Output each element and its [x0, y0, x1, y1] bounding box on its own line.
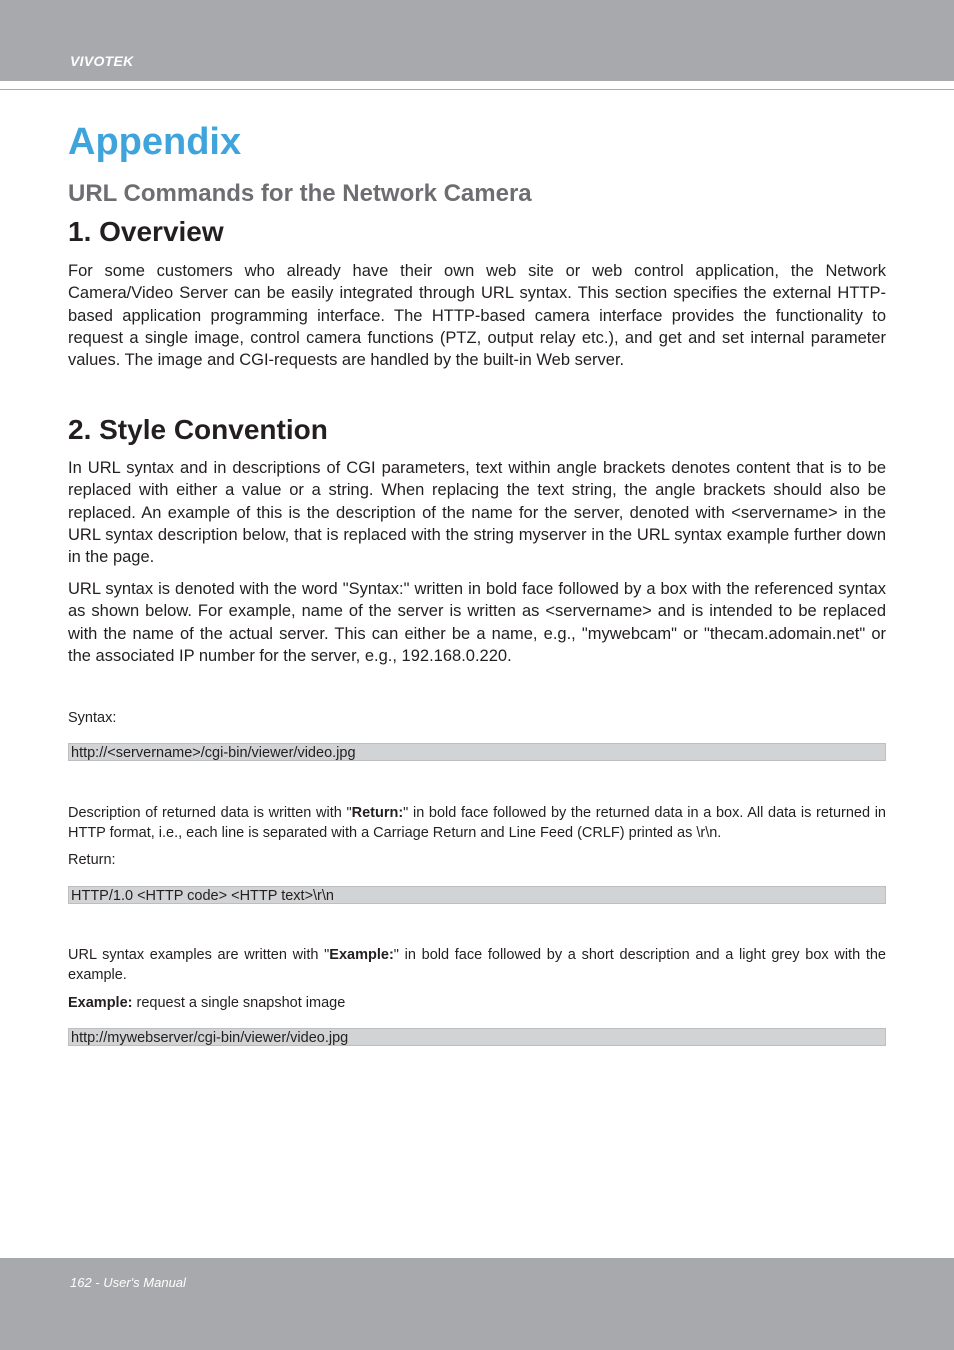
header-divider: [0, 89, 954, 90]
example-desc-bold: Example:: [329, 947, 394, 963]
return-desc-prefix: Description of returned data is written with ": [68, 805, 352, 821]
brand-logo: VIVOTEK: [70, 53, 134, 69]
example-description: [68, 946, 886, 985]
header-band: [0, 0, 954, 81]
syntax-code-box: http://<servername>/cgi-bin/viewer/video.jpg: [68, 743, 886, 761]
footer-band: [0, 1258, 954, 1350]
page-title: Appendix: [68, 121, 242, 163]
overview-heading: 1. Overview: [68, 216, 224, 247]
example-text: request a single snapshot image: [132, 995, 346, 1011]
example-label: Example:: [68, 995, 133, 1011]
overview-paragraph: For some customers who already have their own web site or web control application, the Network Camera/Video Server can be easily integrated through URL syntax. This section specifies the external HTTP-based application programming interface. The HTTP-based camera interface provides the functionality to request a single image, control camera functions (PTZ, output relay etc.), and get and set internal parameter values. The image and CGI-requests are handled by the built-in Web server.: [68, 262, 886, 370]
style-convention-paragraph-1: In URL syntax and in descriptions of CGI parameters, text within angle brackets denotes content that is to be replaced with either a value or a string. When replacing the text string, the angle brackets should also be replaced. An example of this is the description of the name for the server, denoted with <servername> in the URL syntax description below, that is replaced with the string myserver in the URL syntax example further down in the page.: [68, 459, 886, 567]
style-convention-heading: 2. Style Convention: [68, 414, 328, 445]
page-number-label: 162 - User's Manual: [70, 1275, 186, 1290]
example-code-box: http://mywebserver/cgi-bin/viewer/video.jpg: [68, 1028, 886, 1046]
example-desc-suffix: " in bold face followed by a short description and a light grey box with the example.: [68, 947, 886, 983]
return-desc-suffix: " in bold face followed by the returned data in a box. All data is returned in HTTP format, i.e., each line is separated with a Carriage Return and Line Feed (CRLF) printed as \r\n.: [68, 805, 886, 841]
example-line: [68, 994, 886, 1014]
return-label: Return:: [68, 852, 116, 868]
return-desc-bold: Return:: [351, 805, 404, 821]
syntax-label: Syntax:: [68, 710, 117, 726]
return-code-box: HTTP/1.0 <HTTP code> <HTTP text>\r\n: [68, 886, 886, 904]
example-desc-prefix: URL syntax examples are written with ": [68, 947, 330, 963]
return-description: [68, 804, 886, 843]
page-subtitle: URL Commands for the Network Camera: [68, 180, 532, 207]
style-convention-paragraph-2: URL syntax is denoted with the word "Syntax:" written in bold face followed by a box with the referenced syntax as shown below. For example, name of the server is written as <servername> and is intended to be replaced with the name of the actual server. This can either be a name, e.g., "mywebcam" or "thecam.adomain.net" or the associated IP number for the server, e.g., 192.168.0.220.: [68, 580, 886, 665]
